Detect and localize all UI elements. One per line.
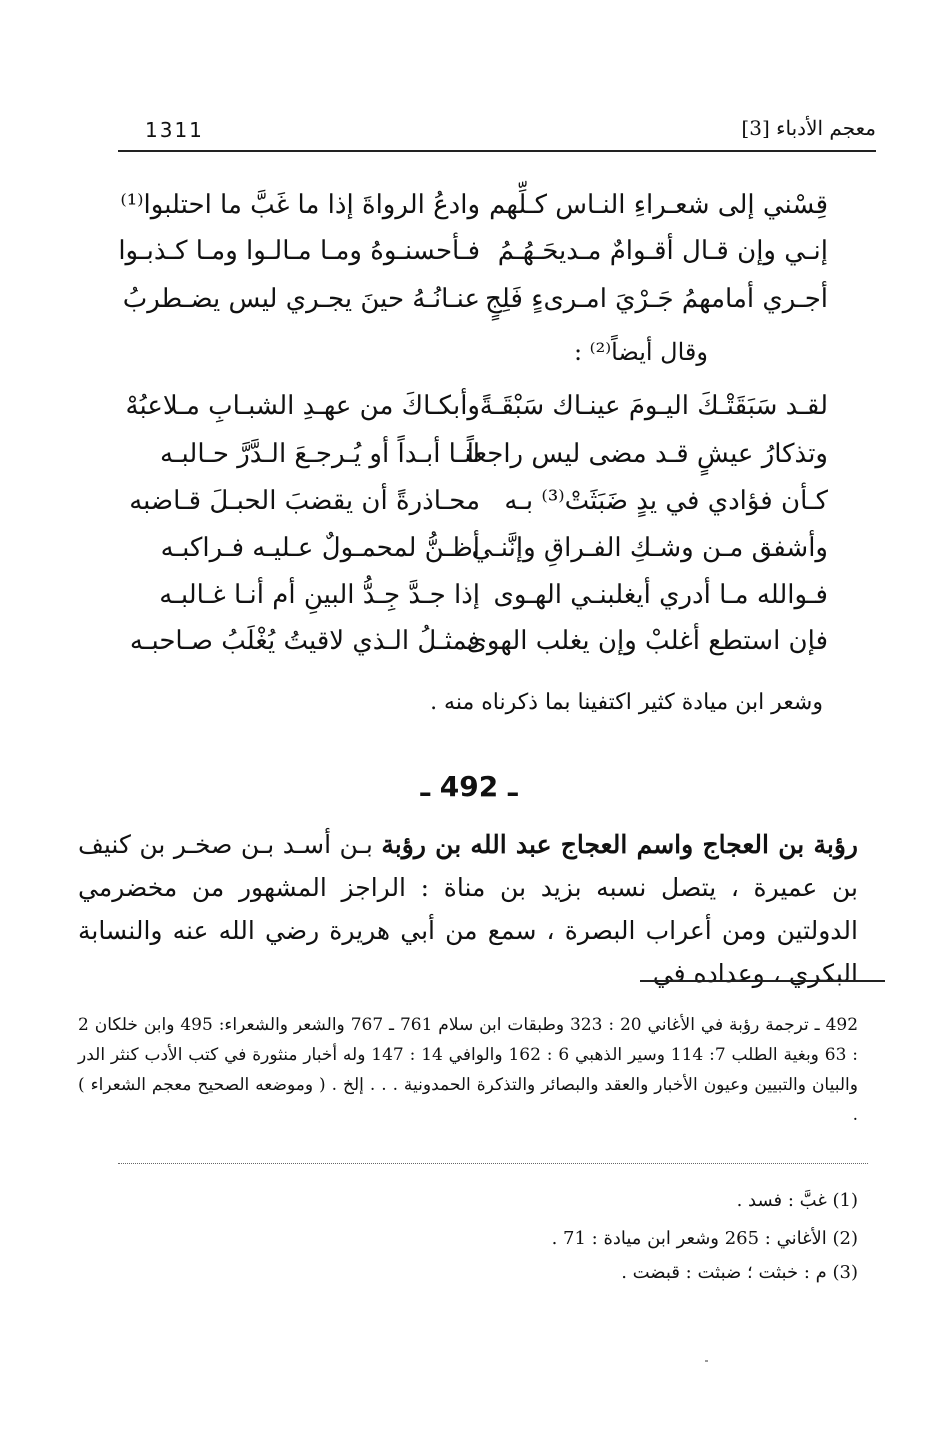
verse-hemistich: أظـنُّ لمحمـولٌ عـليـه فـراكبـه: [160, 533, 480, 563]
entry-paragraph: [78, 823, 858, 995]
verse-hemistich: كـأن فؤادي في يدٍ ضَبَثَتْ⁽³⁾ بـه: [504, 486, 828, 516]
poem-intro: وقال أيضاً⁽²⁾ :: [573, 338, 708, 366]
verse-hemistich: فإن استطع أغلبْ وإن يغلب الهوى: [466, 626, 828, 656]
verse-hemistich: وأشفق مـن وشـكِ الفـراقِ وإنَّنـي: [471, 533, 828, 563]
entry-text: بـن أسـد بـن صخـر بن كنيف بن عميرة ، يتصل نسبه بزيد بن مناة : الراجز المشهور من مخضرمي الدولتين ومن أعراب البصرة ، سمع من أبي هريرة رضي الله عنه والنسابة البكري ، وعداده في: [78, 830, 858, 988]
verse-hemistich: لنـا أبـداً أو يُـرجـعَ الـدَّرَّ حـالبـه: [160, 439, 480, 469]
page-number: 1311: [145, 118, 204, 142]
scan-speck: [705, 1360, 708, 1362]
running-title: معجم الأدباء [3]: [741, 116, 876, 140]
verse-hemistich: محـاذرةً أن يقضبَ الحبـلَ قـاضبه: [129, 486, 480, 516]
verse-hemistich: وتذكارُ عيشٍ قـد مضى ليس راجعاً: [466, 439, 828, 469]
header-rule: [118, 150, 876, 152]
dotted-separator: [118, 1163, 868, 1164]
footnote: (2) الأغاني : 265 وشعر ابن ميادة : 71 .: [551, 1228, 858, 1249]
footnote: (3) م : خبثت ؛ ضبثت : قبضت .: [621, 1262, 858, 1283]
verse-hemistich: فمثـلُ الـذي لاقيتُ يُغْلَبُ صـاحبـه: [129, 626, 480, 656]
verse-hemistich: إذا جـدَّ جِـدُّ البينِ أم أنـا غـالبـه: [159, 580, 480, 610]
verse-hemistich: فـأحسنـوهُ ومـا مـالـوا ومـا كـذبـوا: [118, 236, 480, 266]
entry-sources-note: 492 ـ ترجمة رؤبة في الأغاني 20 : 323 وطبقات ابن سلام 761 ـ 767 والشعر والشعراء: 495 وابن خلكان 2 : 63 وبغية الطلب 7: 114 وسير الذهبي 6 : 162 والوافي 14 : 147 وله أخبار منثورة في كتب الأدب كنثر الدر والبيان والتبيين وعيون الأخبار والعقد والبصائر والتذكرة الحمدونية . . . إلخ . ( وموضعه الصحيح معجم الشعراء ) .: [78, 1015, 859, 1125]
verse-hemistich: وأبكـاكَ من عهـدِ الشبـابِ مـلاعبُهْ: [125, 391, 480, 421]
footnote: (1) غبَّ : فسد .: [736, 1190, 858, 1211]
verse-hemistich: إنـي وإن قـال أقـوامٌ مـديحَـهُـمُ: [497, 236, 828, 266]
verse-hemistich: لقـد سَبَقَتْـكَ اليـومَ عينـاك سَبْقَـةً: [479, 391, 828, 421]
entry-number: ـ 492 ـ: [420, 770, 518, 803]
verse-hemistich: فـوالله مـا أدري أيغلبنـي الهـوى: [493, 580, 828, 610]
verse-hemistich: وادعُ الرواةَ إذا ما غَبَّ ما احتلبوا⁽¹⁾: [120, 190, 480, 220]
footnote-rule: [640, 980, 885, 982]
entry-name: رؤبة بن العجاج واسم العجاج عبد الله بن رؤبة: [381, 830, 858, 859]
verse-hemistich: قِسْني إلى شعـراءِ النـاس كـلِّهم: [489, 190, 828, 220]
closing-line: وشعر ابن ميادة كثير اكتفينا بما ذكرناه منه .: [430, 690, 823, 715]
verse-hemistich: أجـري أمامهمُ جَـرْيَ امـرىءٍ فَلِجٍ: [485, 284, 828, 314]
verse-hemistich: عنـانُـهُ حينَ يجـري ليس يضـطربُ: [122, 284, 480, 314]
